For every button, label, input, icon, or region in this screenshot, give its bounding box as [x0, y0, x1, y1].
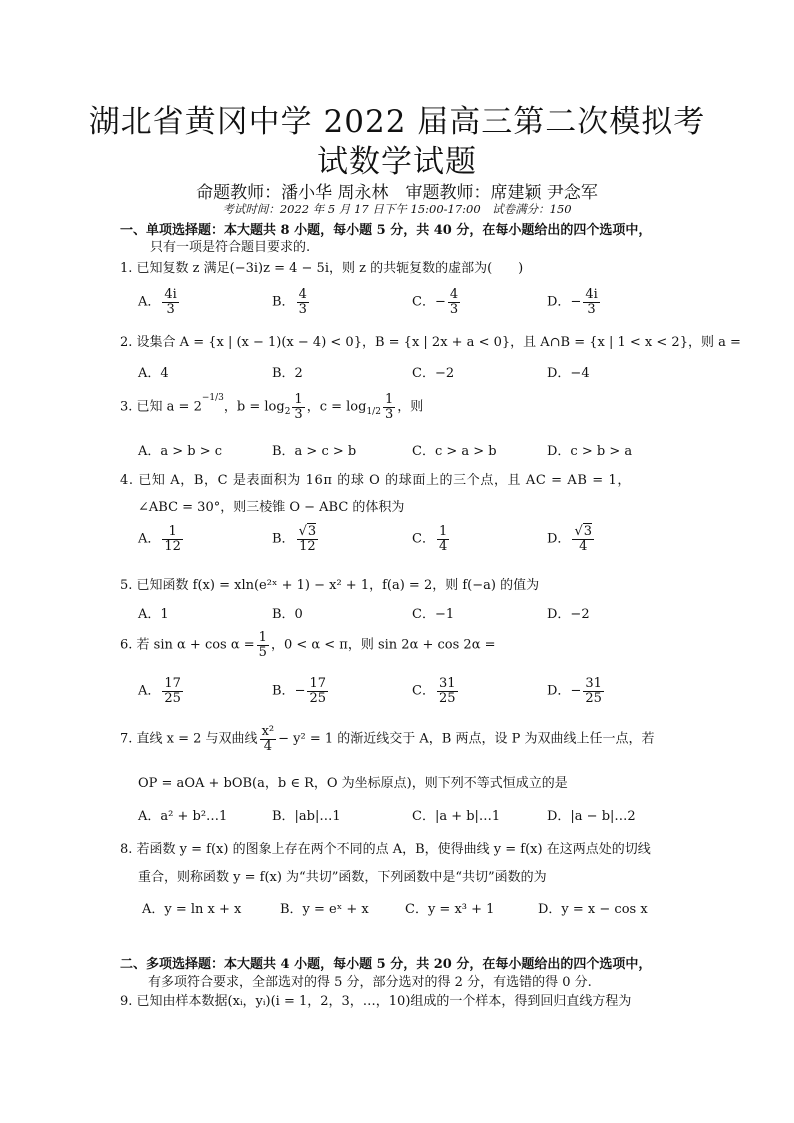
question-2-option-a: A．4	[138, 366, 169, 381]
exam-title-line2: 试数学试题	[317, 144, 477, 180]
question-8-stem-line2: 重合，则称函数 y = f(x) 为“共切”函数，下列函数中是“共切”函数的为	[138, 870, 547, 885]
question-5-option-b: B．0	[272, 607, 303, 622]
question-5-option-c: C．−1	[412, 607, 455, 622]
question-3-stem: 3. 已知 $a = 2^{-1/3}$，$b = \log_2$ $\frac{1}{3}$ ，$c = \log_{1/2}$ $\frac{1}{3}$ ，则	[120, 392, 424, 422]
section1-heading-line2: 只有一项是符合题目要求的.	[150, 240, 311, 255]
question-4-option-b: B． $\frac{√3}{12}$	[272, 524, 317, 554]
exam-info: 考试时间：2022 年 5 月 17 日下午 15:00-17:00 试卷满分：150	[222, 202, 572, 216]
question-8-option-c: C．y = x³ + 1	[405, 902, 495, 917]
question-7-option-b: B．|ab|…1	[272, 809, 341, 824]
question-1-option-c: C．− $\frac{4}{3}$	[412, 287, 459, 317]
question-1-option-b: B． $\frac{4}{3}$	[272, 287, 307, 317]
question-8-option-b: B．y = eˣ + x	[280, 902, 369, 917]
question-7-option-d: D．|a − b|…2	[547, 809, 636, 824]
question-9-stem: 9. 已知由样本数据(xᵢ，yᵢ)(i = 1，2，3，…，10)组成的一个样本，得到回归直线方程为	[120, 994, 632, 1009]
question-2-stem: 2. 设集合 A = {x | (x − 1)(x − 4) < 0}，B = {x | 2x + a < 0}，且 A∩B = {x | 1 < x < 2}，则 a =	[120, 335, 741, 350]
question-4-stem-line1: 4. 已知 A，B，C 是表面积为 16π 的球 O 的球面上的三个点，且 AC = AB = 1，	[120, 473, 631, 488]
section2-heading-line1: 二、多项选择题：本大题共 4 小题，每小题 5 分，共 20 分，在每小题给出的四个选项中，	[120, 957, 652, 972]
question-7-option-c: C．|a + b|…1	[412, 809, 501, 824]
question-3-option-d: D．c > b > a	[547, 444, 633, 459]
question-4-option-d: D． $\frac{√3}{4}$	[547, 524, 593, 554]
question-3-option-a: A．a > b > c	[138, 444, 223, 459]
question-7-stem-line1: 7. 直线 x = 2 与双曲线 $\frac{\text{x²}}{4}$ − y² = 1 的渐近线交于 A，B 两点，设 P 为双曲线上任一点，若	[120, 724, 655, 754]
question-6-stem: 6. 若 sin α + cos α = $\frac{1}{5}$ ，0 < α < π，则 sin 2α + cos 2α =	[120, 630, 496, 660]
question-6-option-a: A． $\frac{17}{25}$	[138, 676, 181, 706]
question-2-option-d: D．−4	[547, 366, 590, 381]
question-4-stem-line2: ∠ABC = 30°，则三棱锥 O − ABC 的体积为	[138, 500, 405, 515]
question-8-option-d: D．y = x − cos x	[538, 902, 648, 917]
question-8-stem-line1: 8. 若函数 y = f(x) 的图象上存在两个不同的点 A，B，使得曲线 y = f(x) 在这两点处的切线	[120, 842, 651, 857]
exam-title-line1: 湖北省黄冈中学 2022 届高三第二次模拟考	[88, 104, 706, 140]
question-4-option-c: C． $\frac{1}{4}$	[412, 524, 448, 554]
question-8-option-a: A．y = ln x + x	[142, 902, 242, 917]
question-6-option-c: C． $\frac{31}{25}$	[412, 676, 456, 706]
question-1-stem: 1. 已知复数 z 满足(−3i)z = 4 − 5i，则 z 的共轭复数的虚部为( )	[120, 261, 524, 276]
question-6-option-d: D．− $\frac{31}{25}$	[547, 676, 602, 706]
section1-heading-line1: 一、单项选择题：本大题共 8 小题，每小题 5 分，共 40 分，在每小题给出的四个选项中，	[120, 223, 652, 238]
question-7-option-a: A．a² + b²…1	[138, 809, 228, 824]
question-2-option-b: B．2	[272, 366, 303, 381]
question-3-option-b: B．a > c > b	[272, 444, 357, 459]
question-3-option-c: C．c > a > b	[412, 444, 497, 459]
section2-heading-line2: 有多项符合要求，全部选对的得 5 分，部分选对的得 2 分，有选错的得 0 分.	[148, 975, 592, 990]
question-4-option-a: A． $\frac{1}{12}$	[138, 524, 181, 554]
question-5-option-a: A．1	[138, 607, 169, 622]
question-5-option-d: D．−2	[547, 607, 590, 622]
exam-authors: 命题教师：潘小华 周永林 审题教师：席建颖 尹念军	[196, 183, 598, 203]
question-1-option-d: D．− $\frac{4i}{3}$	[547, 287, 598, 317]
question-1-option-a: A． $\frac{4i}{3}$	[138, 287, 177, 317]
question-2-option-c: C．−2	[412, 366, 455, 381]
question-5-stem: 5. 已知函数 f(x) = xln(e²ˣ + 1) − x² + 1，f(a) = 2，则 f(−a) 的值为	[120, 578, 540, 593]
question-7-stem-line2: OP = aOA + bOB(a，b ∈ R，O 为坐标原点)，则下列不等式恒成立的是	[138, 776, 568, 791]
question-6-option-b: B．− $\frac{17}{25}$	[272, 676, 327, 706]
